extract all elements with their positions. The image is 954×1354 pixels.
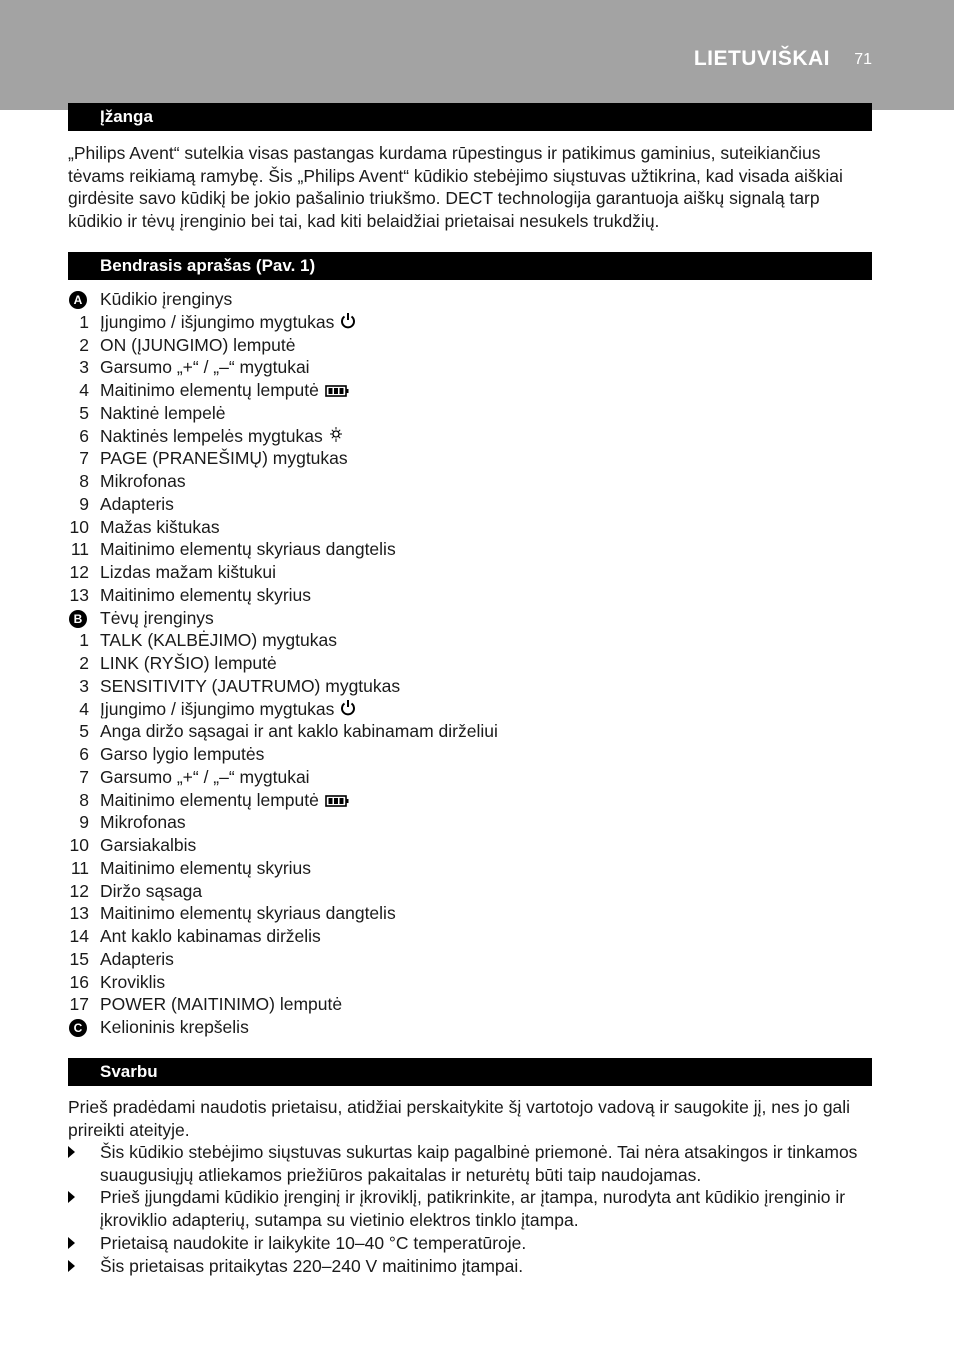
section-heading-overview: Bendrasis aprašas (Pav. 1) [68, 252, 872, 280]
bullet-triangle-icon [68, 1260, 75, 1272]
bullet-triangle-icon [68, 1237, 75, 1249]
item-label-text: Garso lygio lemputės [100, 744, 265, 764]
item-number: 3 [79, 357, 89, 378]
item-number: 7 [79, 766, 89, 787]
item-label [100, 334, 295, 357]
list-item [0, 516, 954, 539]
item-label [100, 857, 311, 880]
item-label-text: Garsumo „+“ / „–“ mygtukai [100, 766, 310, 787]
item-label [100, 789, 349, 813]
item-label-text: Garsiakalbis [100, 835, 197, 855]
list-item [0, 629, 954, 652]
item-label-text: Garsumo „+“ / „–“ mygtukai [100, 357, 310, 378]
list-item [0, 811, 954, 834]
item-number: 2 [79, 653, 89, 673]
item-label [100, 629, 337, 652]
item-label [100, 971, 165, 994]
item-number: 10 [69, 835, 89, 855]
important-paragraph: Prieš pradėdami naudotis prietaisu, atidžiai perskaitykite šį vartotojo vadovą ir saugokite jį, nes jo gali prireikti ateityje. [68, 1097, 851, 1140]
item-label-text: Kūdikio įrenginys [100, 289, 233, 309]
bullet-text: Šis kūdikio stebėjimo siųstuvas sukurtas kaip pagalbinė priemonė. Tai nėra atsakingos ir tinkamos suaugusiųjų atliekamos priežiūros pakaitalas ir neturėtų būti taip naudojamas. [100, 1142, 858, 1185]
list-item [0, 538, 954, 561]
item-number: 8 [79, 471, 89, 491]
item-label [100, 834, 196, 857]
item-label [100, 516, 220, 539]
bullet-item [68, 1255, 872, 1278]
list-item [0, 766, 954, 789]
item-label-text: Diržo sąsaga [100, 880, 203, 901]
item-number: 9 [79, 493, 89, 514]
item-label [100, 538, 396, 561]
item-label-text: Įjungimo / išjungimo mygtukas [100, 698, 335, 719]
battery-icon [325, 380, 349, 403]
item-label [100, 766, 310, 789]
bullet-text: Prietaisą naudokite ir laikykite 10–40 °C temperatūroje. [100, 1232, 527, 1253]
item-number: 12 [69, 562, 89, 582]
list-item [0, 743, 954, 766]
item-label [100, 720, 498, 743]
item-label-text: Anga diržo sąsagai ir ant kaklo kabinamam dirželiui [100, 721, 498, 742]
item-label [100, 1016, 249, 1039]
item-label [100, 447, 348, 470]
item-label [100, 311, 356, 335]
item-number: 4 [79, 698, 89, 719]
item-label [100, 675, 400, 698]
header-band [0, 0, 954, 110]
item-label [100, 402, 225, 425]
item-label-text: Lizdas mažam kištukui [100, 562, 277, 582]
list-item [0, 356, 954, 379]
section-heading-important: Svarbu [68, 1058, 872, 1086]
item-label-text: Naktinės lempelės mygtukas [100, 425, 323, 446]
item-label-text: Maitinimo elementų lemputė [100, 789, 319, 810]
item-number: 17 [69, 994, 89, 1015]
item-label [100, 880, 202, 903]
list-item [0, 720, 954, 743]
item-label-text: Mikrofonas [100, 812, 186, 833]
list-item [0, 334, 954, 357]
item-label [100, 561, 276, 584]
bullet-text: Prieš įjungdami kūdikio įrenginį ir įkroviklį, patikrinkite, ar įtampa, nurodyta ant kūdikio įrenginio ir įkroviklio adapterių, sutampa su vietinio elektros tinklo įtampa. [100, 1187, 846, 1231]
item-number: 15 [69, 948, 89, 969]
item-label [100, 902, 396, 925]
item-label [100, 925, 321, 948]
item-number: 9 [79, 812, 89, 833]
item-label [100, 652, 277, 675]
item-number: 11 [70, 539, 89, 560]
item-number: 2 [79, 334, 89, 355]
item-number: 4 [79, 380, 89, 400]
item-label [100, 379, 349, 403]
list-item [0, 1016, 954, 1039]
list-item [0, 698, 954, 721]
item-label [100, 470, 186, 493]
list-item [0, 402, 954, 425]
item-label-text: Adapteris [100, 493, 174, 514]
power-icon [340, 312, 356, 335]
item-label [100, 607, 214, 630]
item-label-text: PAGE (PRANEŠIMŲ) mygtukas [100, 448, 348, 469]
item-label-text: TALK (KALBĖJIMO) mygtukas [100, 630, 337, 651]
list-item [0, 288, 954, 311]
power-icon [340, 699, 356, 722]
section-heading-intro: Įžanga [68, 103, 872, 131]
list-item [0, 425, 954, 448]
important-bullet-list [68, 1141, 872, 1277]
list-item [0, 902, 954, 925]
bullet-triangle-icon [68, 1146, 75, 1158]
item-label-text: Mikrofonas [100, 471, 186, 491]
item-number: 13 [69, 903, 89, 924]
item-label-text: Maitinimo elementų skyriaus dangtelis [100, 903, 396, 924]
item-label [100, 743, 264, 766]
bullet-text: Šis prietaisas pritaikytas 220–240 V maitinimo įtampai. [100, 1255, 524, 1276]
item-label [100, 288, 232, 311]
list-item [0, 948, 954, 971]
item-label-text: Maitinimo elementų lemputė [100, 380, 319, 400]
list-item [0, 652, 954, 675]
item-number: 1 [79, 311, 89, 332]
item-number: 1 [79, 630, 89, 651]
list-item [0, 880, 954, 903]
item-number: 16 [69, 971, 89, 992]
list-item [0, 993, 954, 1016]
list-item [0, 607, 954, 630]
list-item [0, 971, 954, 994]
item-label-text: Maitinimo elementų skyrius [100, 857, 312, 878]
item-label-text: LINK (RYŠIO) lemputė [100, 653, 277, 673]
item-number: 11 [70, 857, 89, 878]
item-label-text: Naktinė lempelė [100, 402, 226, 423]
item-label [100, 356, 310, 379]
list-item [0, 857, 954, 880]
item-number: 10 [69, 516, 89, 537]
bullet-item [68, 1186, 872, 1231]
item-label-text: Adapteris [100, 948, 174, 969]
list-item [0, 311, 954, 334]
item-label-text: Maitinimo elementų skyrius [100, 584, 312, 605]
item-label [100, 493, 174, 516]
page-number: 71 [854, 51, 872, 68]
item-number: 5 [79, 721, 89, 742]
list-item [0, 379, 954, 402]
list-item [0, 561, 954, 584]
overview-list [0, 288, 954, 1039]
item-label-text: SENSITIVITY (JAUTRUMO) mygtukas [100, 675, 401, 696]
item-number: 12 [69, 880, 89, 901]
item-label [100, 698, 356, 722]
list-item [0, 789, 954, 812]
item-label-text: Mažas kištukas [100, 516, 220, 537]
list-item [0, 584, 954, 607]
list-item [0, 470, 954, 493]
bullet-item [68, 1141, 872, 1186]
item-label [100, 425, 343, 449]
item-label-text: Kroviklis [100, 971, 166, 992]
bullet-triangle-icon [68, 1191, 75, 1203]
section-letter-badge: B [69, 610, 87, 628]
list-item [0, 925, 954, 948]
bullet-item [68, 1232, 872, 1255]
item-label [100, 584, 311, 607]
item-label-text: Maitinimo elementų skyriaus dangtelis [100, 539, 396, 560]
item-number: 13 [69, 584, 89, 605]
item-label [100, 811, 186, 834]
item-label-text: Tėvų įrenginys [100, 607, 214, 628]
language-title: LIETUVIŠKAI [693, 47, 830, 70]
item-number: 6 [79, 425, 89, 446]
item-number: 3 [79, 675, 89, 696]
item-label-text: Ant kaklo kabinamas dirželis [100, 926, 321, 946]
item-number: 8 [79, 789, 89, 810]
item-number: 6 [79, 744, 89, 764]
list-item [0, 834, 954, 857]
intro-paragraph: „Philips Avent“ sutelkia visas pastangas kurdama rūpestingus ir patikimus gaminius, suteikiančius tėvams reikiamą ramybę. Šis „Philips Avent“ kūdikio stebėjimo siųstuvas užtikrina, kad visada aiškiai girdėsite savo kūdikį be jokio pašalinio triukšmo. DECT technologija garantuoja aiškų signalą tarp kūdikio ir tėvų įrenginio bei tai, kad kiti belaidžiai prietaisai nesukels trukdžių. [68, 143, 843, 232]
section-letter-badge: A [69, 291, 87, 309]
item-label-text: POWER (MAITINIMO) lemputė [100, 994, 343, 1015]
item-label-text: Kelioninis krepšelis [100, 1017, 249, 1037]
item-label-text: ON (ĮJUNGIMO) lemputė [100, 334, 296, 355]
list-item [0, 493, 954, 516]
section-letter-badge: C [69, 1019, 87, 1037]
item-number: 7 [79, 448, 89, 469]
battery-icon [325, 790, 349, 813]
item-number: 5 [79, 402, 89, 423]
list-item [0, 447, 954, 470]
item-label [100, 948, 174, 971]
item-number: 14 [69, 926, 89, 946]
item-label-text: Įjungimo / išjungimo mygtukas [100, 311, 335, 332]
list-item [0, 675, 954, 698]
item-label [100, 993, 342, 1016]
nightlight-icon [329, 426, 343, 449]
